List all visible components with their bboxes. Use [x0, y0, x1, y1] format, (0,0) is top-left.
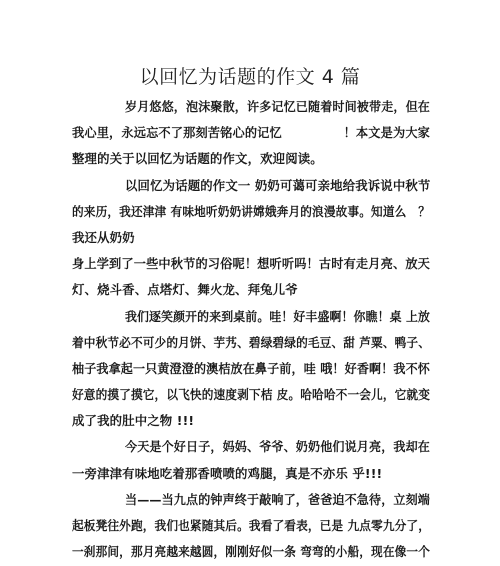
paragraph-line: 岁月悠悠，泡沫聚散，许多记忆已随着时间被带走，但在: [125, 99, 430, 114]
paragraph-line: 当——当九点的钟声终于敲响了，爸爸迫不急待，立刻端: [125, 491, 430, 507]
paragraph-line: 以回忆为话题的作文一 奶奶可蔼可亲地给我诉说中秋节: [125, 177, 431, 193]
paragraph-line: 的来历，我还津津 有味地听奶奶讲嫦娥奔月的浪漫故事。知道么 ？: [72, 203, 430, 219]
paragraph-line: 起板凳往外跑，我们也紧随其后。我看了看表，已是 九点零九分了，: [72, 518, 430, 533]
paragraph-line: 柚子我拿起一只黄澄澄的澳桔放在鼻子前，哇 哦！好香啊！我不怀: [72, 360, 430, 376]
paragraph-line: 我们逐笑颜开的来到桌前。哇！好丰盛啊！你瞧！桌 上放: [125, 308, 431, 324]
paragraph-line: 我心里，永远忘不了那刻苦铭心的记忆 ！本文是为大家: [72, 125, 431, 141]
paragraph-line: 整理的关于以回忆为话题的作文，欢迎阅读。: [72, 151, 323, 167]
paragraph-line: 好意的摸了摸它，以飞快的速度剥下桔 皮。哈哈哈不一会儿，它就变: [72, 387, 430, 403]
paragraph-line: 灯、烧斗香、点塔灯、舞火龙、拜兔儿爷: [72, 282, 298, 298]
document-title: 以回忆为话题的作文 4 篇: [139, 66, 361, 88]
paragraph-line: 身上学到了一些中秋节的习俗呢！想听听吗！古时有走月亮、放天: [72, 256, 431, 272]
paragraph-line: 着中秋节必不可少的月饼、芋艿、碧绿碧绿的毛豆、甜 芦粟、鸭子、: [72, 334, 430, 350]
paragraph-line: 一旁津津有味地吃着那香喷喷的鸡腿，真是不亦乐 乎!!!: [72, 465, 383, 481]
document-body: [72, 94, 430, 565]
paragraph-line: 我还从奶奶: [72, 229, 135, 245]
paragraph-line: 成了我的肚中之物 !!!: [72, 413, 195, 429]
paragraph-line: 今天是个好日子，妈妈、爷爷、奶奶他们说月亮，我却在: [125, 439, 430, 455]
paragraph-line: 一刹那间，那月亮越来越圆，刚刚好似一条 弯弯的小船，现在像一个: [72, 544, 430, 560]
